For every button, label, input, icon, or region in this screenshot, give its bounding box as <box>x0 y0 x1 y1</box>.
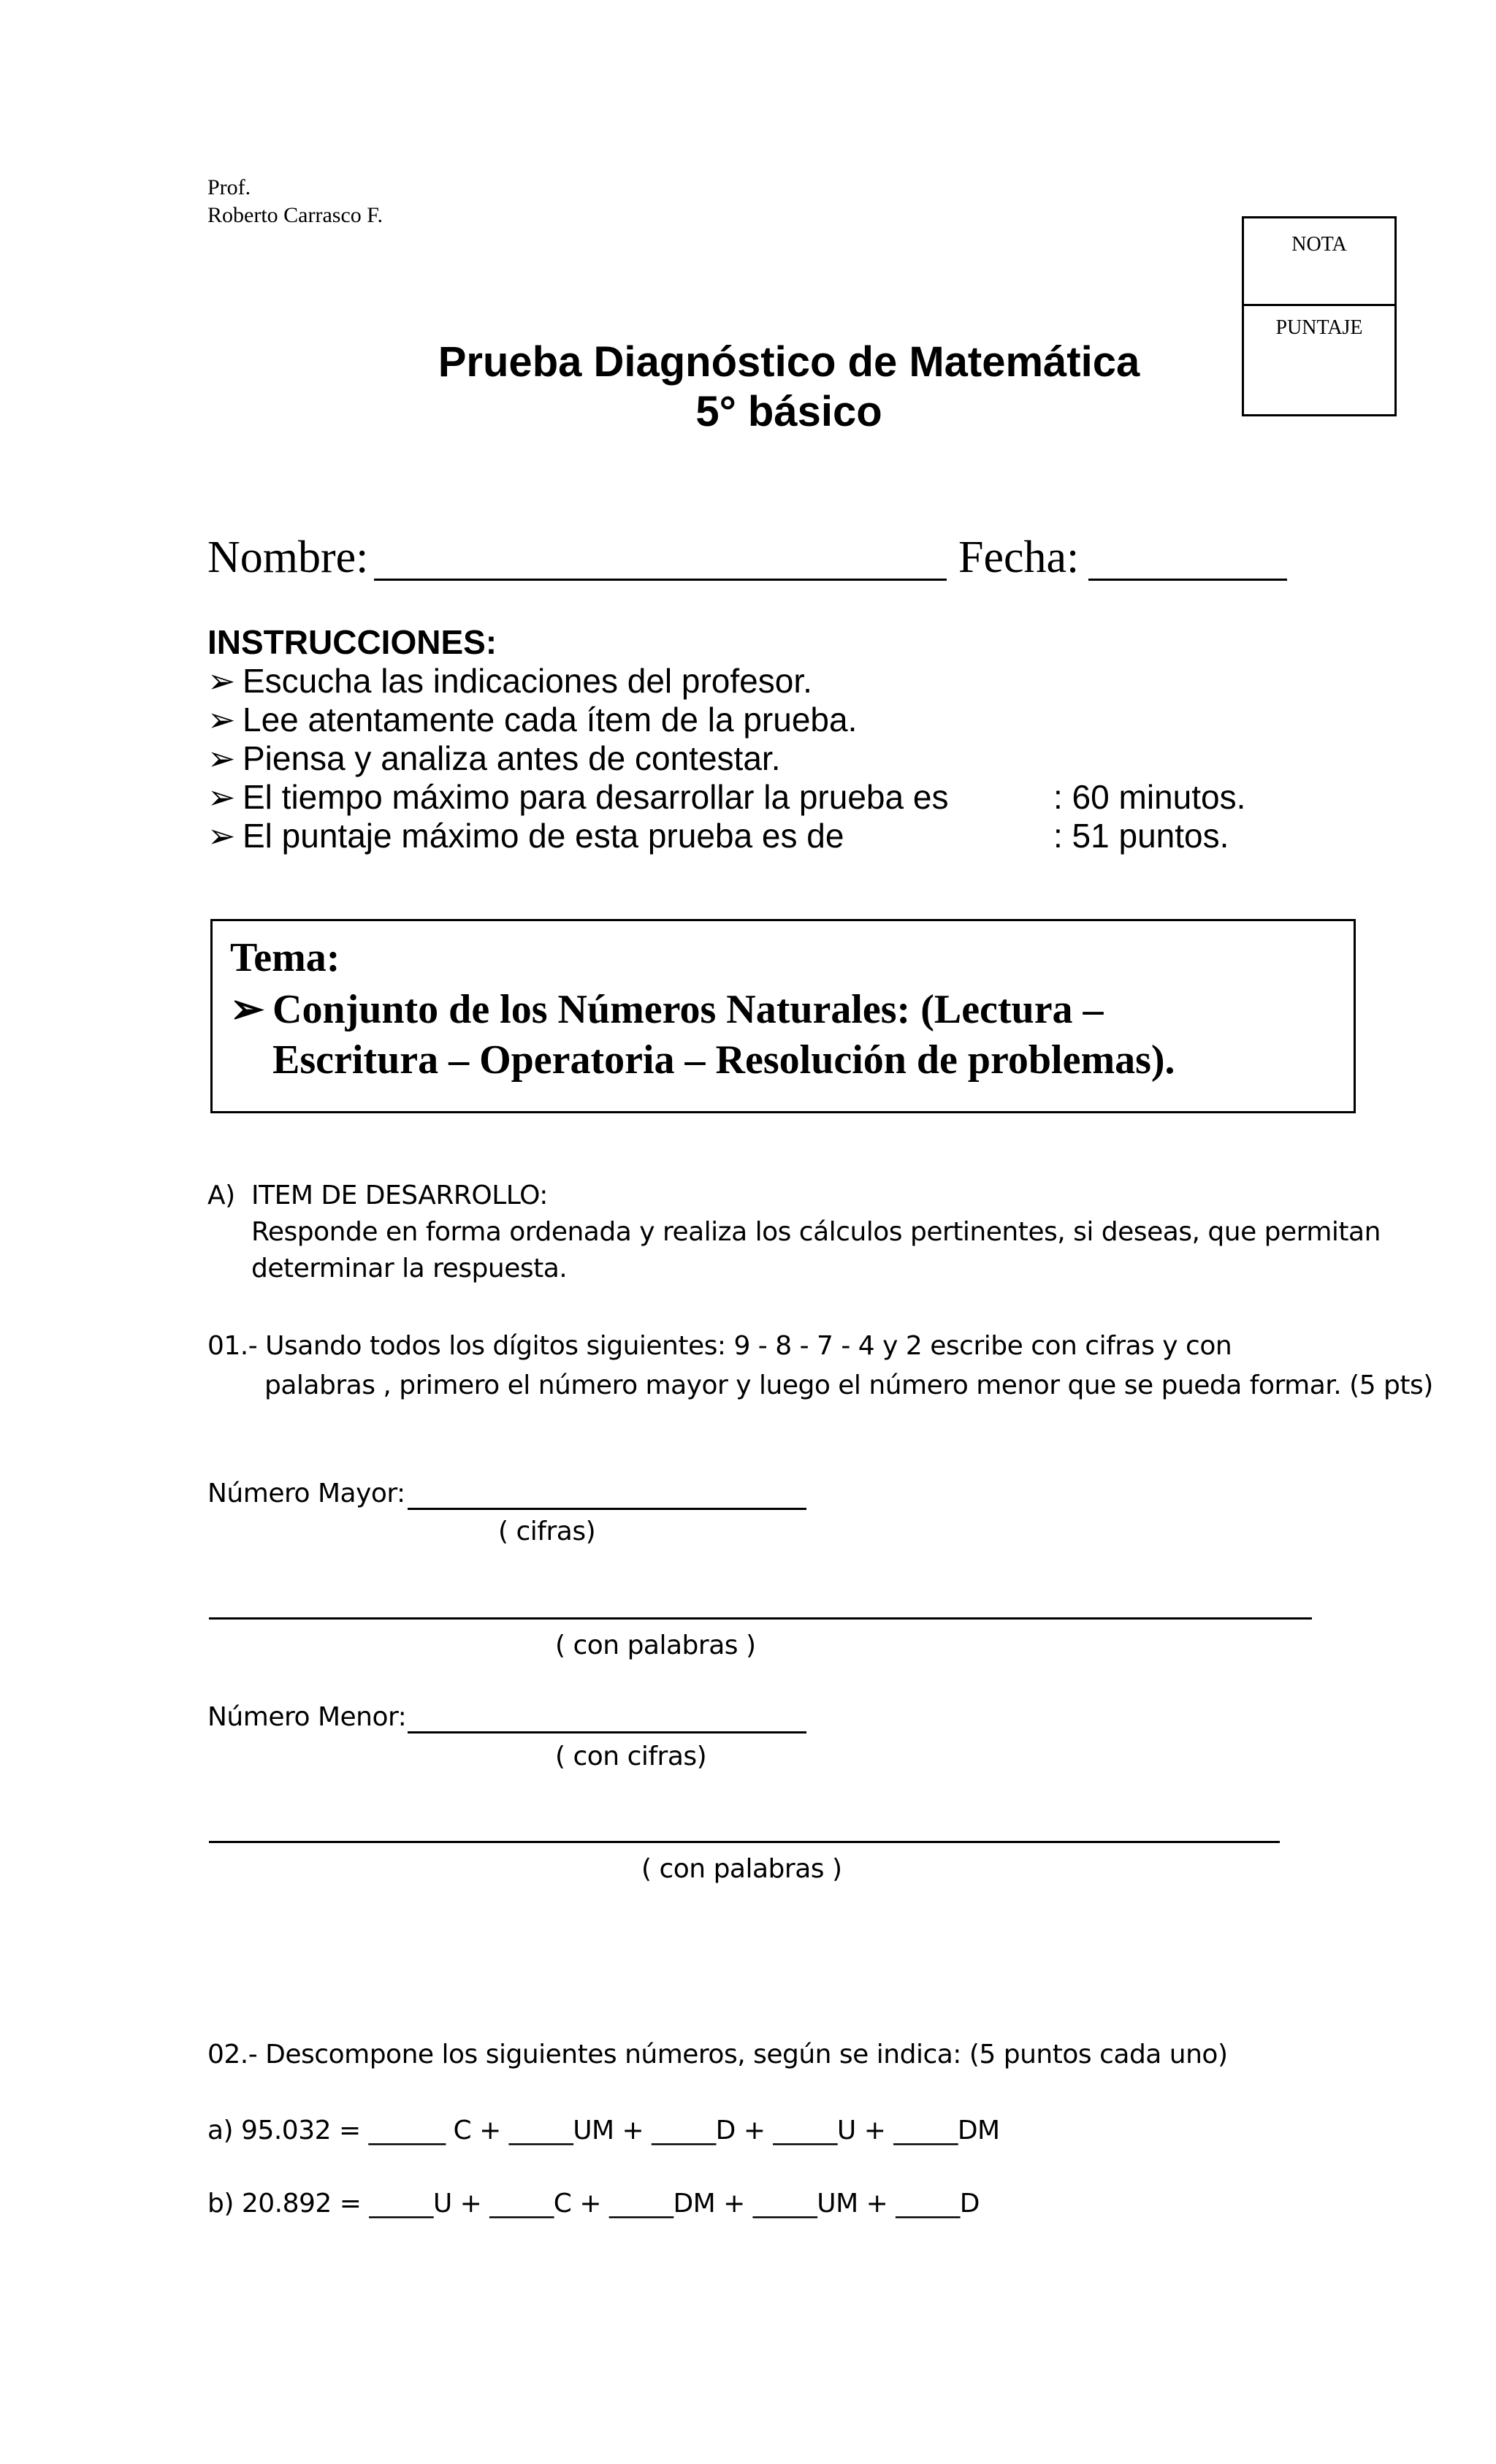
menor-palabras-field[interactable] <box>209 1841 1280 1843</box>
instructions-heading: INSTRUCCIONES: <box>207 623 497 661</box>
menor-label: Número Menor: <box>207 1702 407 1732</box>
bullet-arrow-icon: ➢ <box>207 778 236 816</box>
mayor-cifras-caption: ( cifras) <box>498 1517 596 1546</box>
grade-box-divider <box>1244 304 1394 306</box>
time-value: : 60 minutos. <box>1053 778 1246 816</box>
instruction-item: ➢ El tiempo máximo para desarrollar la prueba es <box>207 778 949 816</box>
instruction-item: ➢ Lee atentamente cada ítem de la prueba. <box>207 701 858 739</box>
bullet-arrow-icon: ➢ <box>207 817 236 855</box>
bullet-arrow-icon: ➢ <box>207 662 236 700</box>
mayor-palabras-caption: ( con palabras ) <box>555 1630 756 1660</box>
section-a-title: ITEM DE DESARROLLO: <box>251 1180 548 1210</box>
section-a-desc: determinar la respuesta. <box>251 1254 568 1284</box>
nombre-field[interactable] <box>374 579 947 581</box>
tema-label: Tema: <box>230 935 340 980</box>
menor-cifras-field[interactable] <box>408 1731 806 1733</box>
instruction-item: ➢ El puntaje máximo de esta prueba es de <box>207 817 844 855</box>
page-subtitle: 5° básico <box>695 388 882 435</box>
fecha-label: Fecha: <box>958 533 1080 582</box>
bullet-arrow-icon: ➢ <box>207 739 236 777</box>
q2-text: 02.- Descompone los siguientes números, según se indica: (5 puntos cada uno) <box>207 2040 1228 2070</box>
tema-line-1: ➢ Conjunto de los Números Naturales: (Lectura – <box>230 987 1104 1032</box>
menor-palabras-caption: ( con palabras ) <box>641 1854 842 1884</box>
instruction-item: ➢ Piensa y analiza antes de contestar. <box>207 739 781 777</box>
mayor-cifras-field[interactable] <box>408 1508 806 1510</box>
section-a-desc: Responde en forma ordenada y realiza los cálculos pertinentes, si deseas, que permitan <box>251 1217 1381 1247</box>
nombre-label: Nombre: <box>207 533 369 582</box>
tema-box <box>210 919 1356 1113</box>
mayor-label: Número Mayor: <box>207 1479 405 1508</box>
bullet-arrow-icon: ➢ <box>230 987 264 1032</box>
q2-item-a: a) 95.032 = ______ C + _____UM + _____D + _____U + _____DM <box>207 2116 1000 2145</box>
q1-text: 01.- Usando todos los dígitos siguientes: 9 - 8 - 7 - 4 y 2 escribe con cifras y con <box>207 1331 1232 1361</box>
nota-label: NOTA <box>1291 233 1347 256</box>
prof-label: Prof. <box>207 175 251 199</box>
page-title: Prueba Diagnóstico de Matemática <box>438 338 1140 386</box>
bullet-arrow-icon: ➢ <box>207 701 236 739</box>
q2-item-b: b) 20.892 = _____U + _____C + _____DM + _____UM + _____D <box>207 2189 980 2219</box>
fecha-field[interactable] <box>1088 579 1287 581</box>
tema-line-2: Escritura – Operatoria – Resolución de problemas). <box>272 1037 1175 1083</box>
score-value: : 51 puntos. <box>1053 817 1229 855</box>
q1-text: palabras , primero el número mayor y luego el número menor que se pueda formar. (5 pts) <box>264 1370 1433 1400</box>
grade-box <box>1242 216 1397 416</box>
puntaje-label: PUNTAJE <box>1275 316 1363 339</box>
menor-cifras-caption: ( con cifras) <box>555 1742 707 1771</box>
section-a-marker: A) <box>207 1180 235 1210</box>
instruction-item: ➢ Escucha las indicaciones del profesor. <box>207 662 812 700</box>
mayor-palabras-field[interactable] <box>209 1617 1312 1620</box>
prof-name: Roberto Carrasco F. <box>207 203 383 227</box>
